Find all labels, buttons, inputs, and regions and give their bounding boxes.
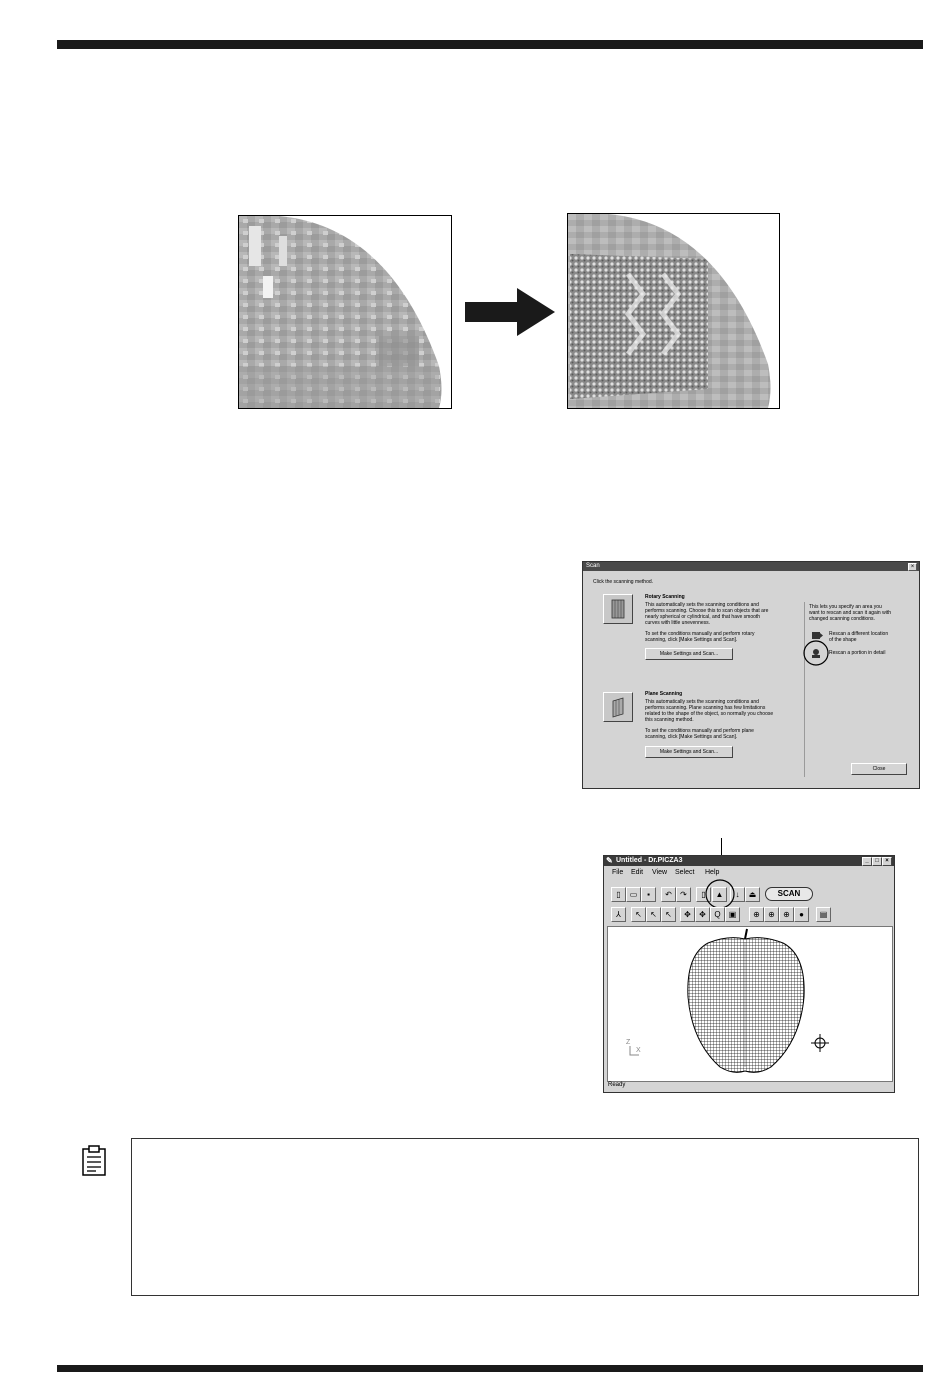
- new-file-icon[interactable]: ▯: [611, 887, 626, 902]
- plane-desc-4: this scanning method.: [645, 717, 694, 723]
- dialog-separator: [804, 602, 805, 777]
- plane-scan-icon[interactable]: [603, 692, 633, 722]
- arrow-right-icon: [465, 288, 557, 336]
- axis-label-z: Z: [626, 1039, 631, 1046]
- plane-manual-1: To set the conditions manually and perform plane: [645, 728, 754, 734]
- detailed-sphere-illustration: [568, 214, 779, 408]
- move-icon[interactable]: ✥: [695, 907, 710, 922]
- rotary-make-settings-button[interactable]: Make Settings and Scan...: [645, 648, 733, 660]
- rescan-detail-label: Rescan a portion in detail: [829, 650, 886, 656]
- status-bar: Ready: [608, 1082, 626, 1088]
- rotary-manual-2: scanning, click [Make Settings and Scan].: [645, 637, 738, 643]
- probe-icon[interactable]: ↓: [730, 887, 745, 902]
- rotary-desc-2: performs scanning. Choose this to scan objects that are: [645, 608, 769, 614]
- coarse-sphere-illustration: [239, 216, 451, 408]
- rotary-scan-heading: Rotary Scanning: [645, 594, 685, 600]
- view-solid-icon[interactable]: ⊕: [779, 907, 794, 922]
- figure-after-rescan: [567, 213, 780, 409]
- scan-dialog: [582, 561, 920, 789]
- memo-note-icon: [78, 1144, 110, 1178]
- plane-desc-1: This automatically sets the scanning conditions and: [645, 699, 759, 705]
- plane-manual-2: scanning, click [Make Settings and Scan].: [645, 734, 738, 740]
- rotate-icon[interactable]: ✥: [680, 907, 695, 922]
- view-front-icon[interactable]: ⊕: [749, 907, 764, 922]
- scan-dialog-title: Scan: [586, 563, 600, 569]
- app-logo-icon: ✎: [606, 856, 613, 865]
- scan-dialog-titlebar: [583, 562, 919, 571]
- highlight-circle-toolbar: [704, 878, 736, 910]
- redo-icon[interactable]: ↷: [676, 887, 691, 902]
- rescan-detail-icon[interactable]: [810, 647, 822, 659]
- rescan-location-label-2: of the shape: [829, 637, 857, 643]
- rescan-desc-3: changed scanning conditions.: [809, 616, 875, 622]
- rescan-icon[interactable]: ▲: [712, 887, 727, 902]
- save-icon[interactable]: ▪: [641, 887, 656, 902]
- plane-scan-heading: Plane Scanning: [645, 691, 683, 697]
- menu-file[interactable]: File: [612, 869, 624, 876]
- rescan-desc-2: want to rescan and scan it again with: [809, 610, 891, 616]
- plane-desc-3: related to the shape of the object, so normally you choose: [645, 711, 774, 717]
- select-all-icon[interactable]: ↖: [661, 907, 676, 922]
- scan-dialog-close-icon[interactable]: ×: [908, 563, 917, 571]
- rotary-desc-4: curves with little unevenness.: [645, 620, 711, 626]
- menu-view[interactable]: View: [652, 869, 668, 876]
- view-wire-icon[interactable]: ⊕: [764, 907, 779, 922]
- menu-select[interactable]: Select: [675, 869, 695, 876]
- rotary-desc-3: nearly spherical or cylindrical, and that have smooth: [645, 614, 761, 620]
- rescan-desc-1: This lets you specify an area you: [809, 604, 882, 610]
- select-point-icon[interactable]: ↖: [631, 907, 646, 922]
- rotary-scan-icon[interactable]: [603, 594, 633, 624]
- rotary-desc-1: This automatically sets the scanning conditions and: [645, 602, 759, 608]
- 3d-viewport[interactable]: [607, 926, 893, 1082]
- zoom-icon[interactable]: Q: [710, 907, 725, 922]
- scan-settings-icon[interactable]: ▯: [696, 887, 711, 902]
- plane-desc-2: performs scanning. Plane scanning has few limitations: [645, 705, 766, 711]
- figure-before-rescan: [238, 215, 452, 409]
- fit-icon[interactable]: ▣: [725, 907, 740, 922]
- undo-icon[interactable]: ↶: [661, 887, 676, 902]
- rescan-location-label-1: Rescan a different location: [829, 631, 889, 637]
- open-folder-icon[interactable]: ▭: [626, 887, 641, 902]
- menu-help[interactable]: Help: [705, 869, 720, 876]
- apple-wireframe: [608, 927, 892, 1081]
- app-title: Untitled - Dr.PICZA3: [616, 857, 683, 864]
- move-cursor-icon: [810, 1033, 830, 1053]
- axis-label-x: X: [636, 1047, 641, 1054]
- close-icon[interactable]: ×: [882, 857, 892, 866]
- note-box: [131, 1138, 919, 1296]
- eject-icon[interactable]: ⏏: [745, 887, 760, 902]
- scan-dialog-prompt: Click the scanning method.: [593, 579, 654, 585]
- scan-button[interactable]: SCAN: [765, 887, 813, 901]
- bottom-rule: [57, 1365, 923, 1372]
- plane-make-settings-button[interactable]: Make Settings and Scan...: [645, 746, 733, 758]
- shade-icon[interactable]: ●: [794, 907, 809, 922]
- menu-edit[interactable]: Edit: [631, 869, 644, 876]
- rotary-manual-1: To set the conditions manually and perform rotary: [645, 631, 755, 637]
- select-area-icon[interactable]: ↖: [646, 907, 661, 922]
- app-window: [603, 855, 895, 1093]
- maximize-icon[interactable]: □: [872, 857, 882, 866]
- app-titlebar: [604, 856, 894, 866]
- top-rule: [57, 40, 923, 49]
- render-icon[interactable]: ▤: [816, 907, 831, 922]
- axis-icon[interactable]: ⅄: [611, 907, 626, 922]
- axis-gizmo-icon: [628, 1045, 640, 1057]
- close-button[interactable]: Close: [851, 763, 907, 775]
- minimize-icon[interactable]: _: [862, 857, 872, 866]
